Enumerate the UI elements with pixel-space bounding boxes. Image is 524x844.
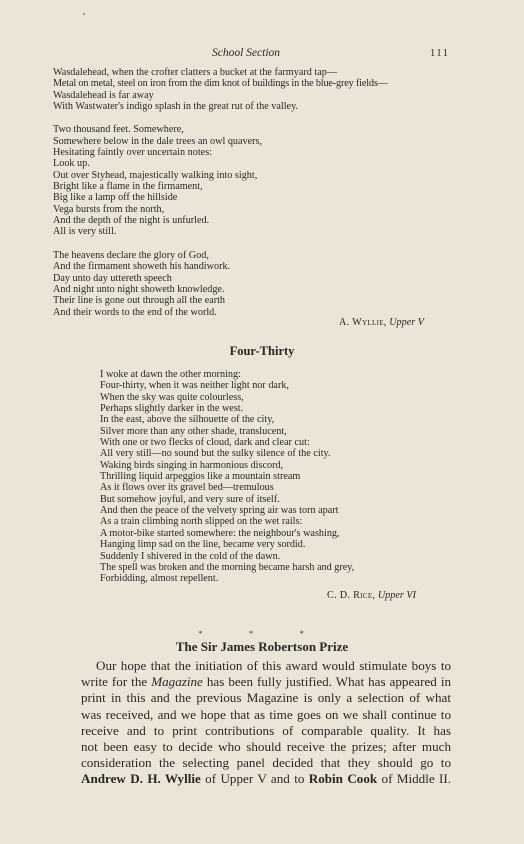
paragraph-line: not been easy to decide who should receive the prizes; after much xyxy=(81,739,451,755)
poem-line: All very still—no sound but the sulky silence of the city. xyxy=(100,448,331,460)
text-run: of Middle II. xyxy=(377,771,452,787)
author-form: Upper V xyxy=(389,317,425,328)
poem-four-thirty xyxy=(100,369,354,585)
poem-line: A motor-bike started somewhere: the neighbour's washing, xyxy=(100,527,340,539)
poem-line: As a train climbing north slipped on the wet rails: xyxy=(100,516,303,528)
text-run: of Upper V and to xyxy=(200,771,309,787)
running-title: School Section xyxy=(212,47,281,59)
poem-stanza-2 xyxy=(53,124,388,237)
running-head xyxy=(0,47,524,63)
poem-line: With Wastwater's indigo splash in the great rut of the valley. xyxy=(53,101,299,113)
poem-line: Out over Styhead, majestically walking into sight, xyxy=(53,169,258,181)
poem-line: The spell was broken and the morning became harsh and grey, xyxy=(100,561,355,573)
poem-line: With one or two flecks of cloud, dark and clear cut: xyxy=(100,437,310,449)
prize-paragraph xyxy=(81,658,451,788)
paragraph-line: was received, and we hope that as time goes on we shall continue to xyxy=(81,706,451,722)
poem-line: The heavens declare the glory of God, xyxy=(53,249,209,261)
poem-attribution xyxy=(339,317,424,328)
poem-line: Look up. xyxy=(53,158,90,170)
poem-line: Hesitating faintly over uncertain notes: xyxy=(53,147,212,159)
paper-speck xyxy=(83,13,85,15)
poem-line: Their line is gone out through all the earth xyxy=(53,295,226,307)
poem-line: I woke at dawn the other morning: xyxy=(100,369,241,380)
poem-continued xyxy=(53,67,388,318)
poem-line: In the east, above the silhouette of the city, xyxy=(100,414,275,426)
section-title: The Sir James Robertson Prize xyxy=(175,639,349,654)
poem-line: Four-thirty, when it was neither light nor dark, xyxy=(100,380,289,392)
text-run: write for the xyxy=(81,674,152,690)
poem-line: And their words to the end of the world. xyxy=(53,306,217,318)
paragraph-line: receive and to print contributions of comparable quality. It has xyxy=(81,722,451,738)
paragraph-line xyxy=(81,771,451,787)
section-separator: * * * xyxy=(198,629,326,639)
poem-line: All is very still. xyxy=(53,226,117,238)
paragraph-line xyxy=(81,674,451,690)
poem-line: Vega bursts from the north, xyxy=(53,203,165,215)
author-name: A. Wyllie, xyxy=(339,317,387,328)
poem-line: And night unto night showeth knowledge. xyxy=(53,283,225,295)
paragraph-line: print in this and the previous Magazine is only a selection of what xyxy=(81,690,451,706)
poem-line: Thrilling liquid arpeggios like a mountain stream xyxy=(100,471,301,483)
poem-line: As it flows over its gravel bed—tremulous xyxy=(100,482,274,494)
poem-line: And then the peace of the velvety spring air was torn apart xyxy=(100,505,339,517)
poem-line: Forbidding, almost repellent. xyxy=(100,573,219,585)
poem-line: But somehow joyful, and very sure of itself. xyxy=(100,493,280,505)
poem-line: Metal on metal, steel on iron from the dim knot of buildings in the blue-grey fields— xyxy=(53,78,388,90)
author-name: C. D. Rice, xyxy=(327,590,376,601)
poem-line: When the sky was quite colourless, xyxy=(100,391,244,403)
poem-line: Big like a lamp off the hillside xyxy=(53,192,178,204)
poem-line: Bright like a flame in the firmament, xyxy=(53,181,203,193)
poem-line: Somewhere below in the dale trees an owl quavers, xyxy=(53,135,263,147)
poem-line: Perhaps slightly darker in the west. xyxy=(100,403,244,415)
poem-line: And the depth of the night is unfurled. xyxy=(53,215,210,227)
poem-stanza-1 xyxy=(53,67,388,112)
poem-line: Wasdalehead is far away xyxy=(53,89,154,101)
winner-name: Robin Cook xyxy=(308,771,378,787)
page-number: 111 xyxy=(430,48,450,59)
winner-name: Andrew D. H. Wyllie xyxy=(81,771,201,787)
poem-line: Two thousand feet. Somewhere, xyxy=(53,124,184,136)
poem-line: Day unto day uttereth speech xyxy=(53,272,172,284)
poem-line: Silver more than any other shade, translucent, xyxy=(100,425,287,437)
author-form: Upper VI xyxy=(377,590,417,601)
paragraph-line: Our hope that the initiation of this award would stimulate boys to xyxy=(96,658,451,673)
poem-line: Hanging limp sad on the line, became very sordid. xyxy=(100,539,306,551)
poem-line: And the firmament showeth his handiwork. xyxy=(53,261,231,273)
paragraph-line: consideration the selecting panel decided that they should go to xyxy=(81,755,451,771)
poem-line: Waking birds singing in harmonious discord, xyxy=(100,459,284,471)
text-run: has been fully justified. What has appeared in xyxy=(202,674,451,690)
poem-line: Suddenly I shivered in the cold of the dawn. xyxy=(100,550,281,562)
poem-attribution xyxy=(327,590,416,601)
magazine-title: Magazine xyxy=(151,674,203,690)
poem-stanza-3 xyxy=(53,250,388,318)
poem-title: Four-Thirty xyxy=(229,344,295,358)
poem-line: Wasdalehead, when the crofter clatters a bucket at the farmyard tap— xyxy=(53,67,338,78)
